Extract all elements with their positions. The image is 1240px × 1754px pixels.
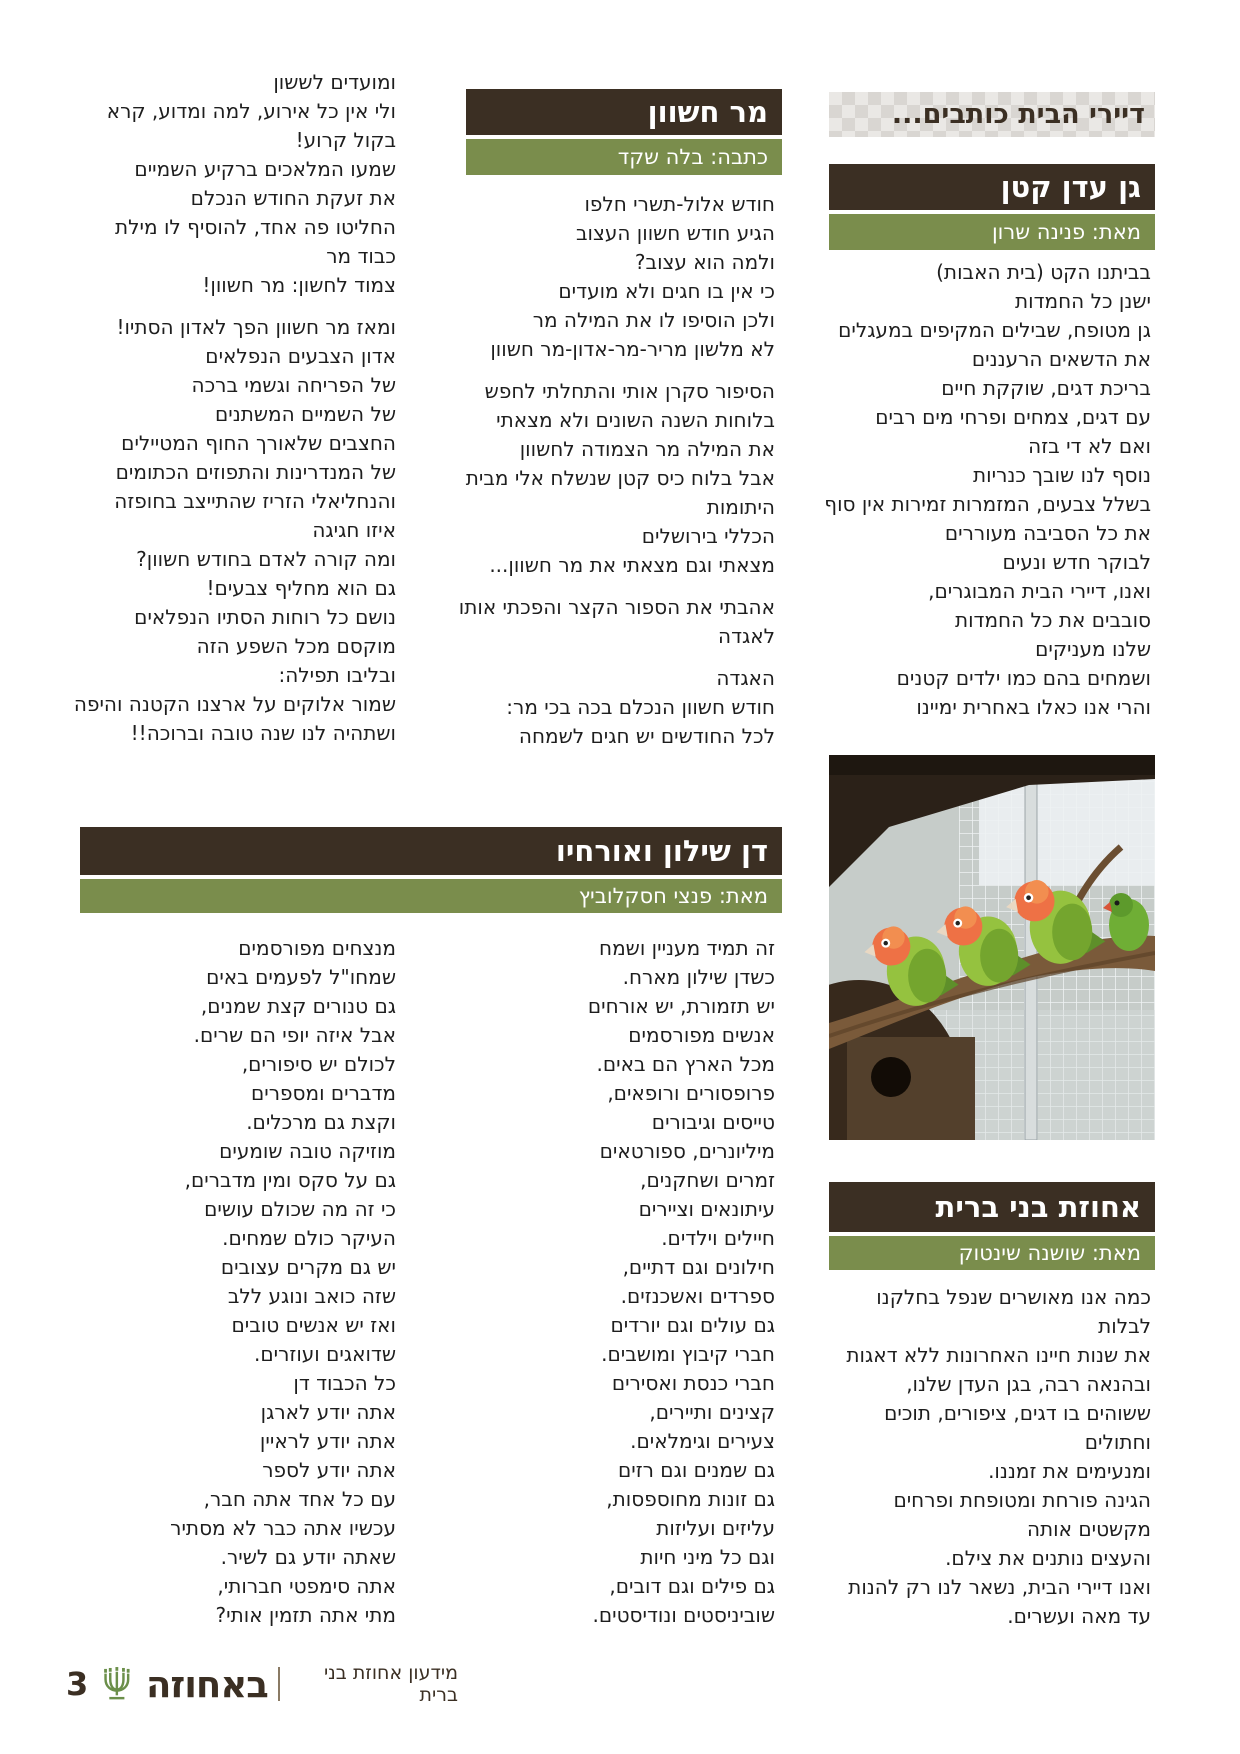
- text-line: עליזים ועליזות: [656, 1516, 775, 1540]
- text-line: מתי אתה תזמין אותי?: [215, 1603, 396, 1627]
- article-dan-byline: מאת: פנצי חסקלוביץ: [80, 879, 782, 913]
- text-line: ואז יש אנשים טובים: [231, 1313, 396, 1337]
- text-line: גן מטופח, שבילים המקיפים במעגלים: [838, 318, 1151, 342]
- text-line: סובבים את כל החמדות: [954, 608, 1151, 632]
- paragraph-gap: [66, 300, 396, 313]
- text-line: עיתונאים וציירים: [638, 1197, 775, 1221]
- text-line: איזו חגיגה: [312, 518, 396, 542]
- text-line: הסיפור סקרן אותי והתחלתי לחפש: [484, 379, 775, 403]
- text-line: של המנדרינות והתפוזים הכתומים: [115, 460, 396, 484]
- text-line: ולמה הוא עצוב?: [634, 250, 775, 274]
- text-line: זמרים ושחקנים,: [640, 1168, 775, 1192]
- text-line: ומה קורה לאדם בחודש חשוון?: [136, 547, 396, 571]
- text-line: גם שמנים וגם רזים: [617, 1458, 775, 1482]
- article-marcheshvan-header: [466, 89, 782, 135]
- text-line: קצינים ותיירים,: [649, 1400, 775, 1424]
- text-line: הגינה פורחת ומטופחת ופרחים: [893, 1488, 1151, 1512]
- text-line: והנחליאלי הזריז שהתייצב בחופזה: [114, 489, 396, 513]
- text-line: כי אין בו חגים ולא מועדים: [558, 279, 775, 303]
- text-line: זה תמיד מעניין ושמח: [599, 936, 775, 960]
- text-line: את זעקת החודש הנכלם: [190, 186, 396, 210]
- article-marcheshvan-column-left: [66, 68, 396, 748]
- text-line: נושם כל רוחות הסתיו הנפלאים: [134, 605, 396, 629]
- text-line: מנצחים מפורסמים: [238, 936, 396, 960]
- text-line: החצבים שלאורך החוף המטיילים: [121, 431, 396, 455]
- text-line: שדואגים ועוזרים.: [254, 1342, 396, 1366]
- text-line: יש גם מקרים עצובים: [220, 1255, 396, 1279]
- text-line: ומאז מר חשוון הפך לאדון הסתיו!: [116, 315, 396, 339]
- text-line: מוזיקה טובה שומעים: [219, 1139, 396, 1163]
- text-line: מדברים ומספרים: [251, 1081, 396, 1105]
- text-line: ולכן הוסיפו לו את המילה מר: [532, 308, 775, 332]
- lovebirds-photo: [829, 755, 1155, 1140]
- paragraph-gap: [470, 580, 775, 593]
- section-banner-label: דיירי הבית כותבים...: [891, 99, 1145, 130]
- text-line: לא מלשון מריר-מר-אדון-מר חשוון: [490, 337, 775, 361]
- text-line: ישנן כל החמדות: [1015, 289, 1151, 313]
- article-marcheshvan-byline: כתבה: בלה שקד: [466, 139, 782, 175]
- text-line: עד מאה ועשרים.: [1007, 1604, 1151, 1628]
- text-line: מקשטים אותה: [1026, 1517, 1151, 1541]
- newsletter-logo: באחוזה: [145, 1662, 268, 1706]
- text-line: הכללי בירושלים: [641, 524, 775, 548]
- article-dan-title: דן שילון ואורחיו: [555, 834, 768, 868]
- text-line: כשדן שילון מארח.: [622, 965, 775, 989]
- article-garden-text: [824, 258, 1151, 722]
- text-line: של השמיים המשתנים: [214, 402, 396, 426]
- article-bnai-brith-header: [829, 1182, 1155, 1232]
- text-line: אבל בלוח כיס קטן שנשלח אלי מבית: [465, 466, 775, 490]
- article-bnai-brith-text: [829, 1283, 1151, 1631]
- article-bnai-brith-byline: מאת: שושנה שינטוק: [829, 1236, 1155, 1270]
- text-line: חברי כנסת ואסירים: [611, 1371, 775, 1395]
- text-line: שמחו"ל לפעמים באים: [206, 965, 396, 989]
- text-line: חברי קיבוץ ומושבים.: [601, 1342, 775, 1366]
- text-line: שזה כואב ונוגע ללב: [227, 1284, 396, 1308]
- text-line: מצאתי וגם מצאתי את מר חשוון...: [489, 553, 775, 577]
- text-line: ומועדים לששון: [273, 70, 396, 94]
- text-line: כמה אנו מאושרים שנפל בחלקנו: [876, 1285, 1151, 1309]
- text-line: חודש אלול-תשרי חלפו: [584, 192, 775, 216]
- text-line: גם עולים וגם יורדים: [610, 1313, 775, 1337]
- text-line: ואנו דיירי הבית, נשאר לנו רק להנות: [848, 1575, 1151, 1599]
- text-line: אנשים מפורסמים: [628, 1023, 775, 1047]
- paragraph-gap: [470, 364, 775, 377]
- text-line: מיליונרים, ספורטאים: [599, 1139, 775, 1163]
- text-line: את המילה מר הצמודה לחשוון: [519, 437, 775, 461]
- text-line: אתה סימפטי חברותי,: [217, 1574, 396, 1598]
- text-line: אתה יודע לספר: [262, 1458, 396, 1482]
- text-line: צמוד לחשון: מר חשוון!: [202, 273, 396, 297]
- text-line: לבוקר חדש ונעים: [1002, 550, 1151, 574]
- text-line: ובהנאה רבה, בגן העדן שלנו,: [906, 1372, 1151, 1396]
- text-line: גם על סקס ומין מדברים,: [184, 1168, 396, 1192]
- text-line: גם טנורים קצת שמנים,: [200, 994, 396, 1018]
- text-line: היתומות: [706, 495, 775, 519]
- text-line: שאתה יודע גם לשיר.: [220, 1545, 396, 1569]
- newsletter-name: מידעון אחוזת בני ברית: [323, 1662, 458, 1706]
- text-line: הגיע חודש חשוון העצוב: [575, 221, 775, 245]
- text-line: העיקר כולם שמחים.: [222, 1226, 396, 1250]
- text-line: ושמחים בהם כמו ילדים קטנים: [896, 666, 1151, 690]
- text-line: בריכת דגים, שוקקת חיים: [941, 376, 1151, 400]
- text-line: פרופסורים ורופאים,: [607, 1081, 775, 1105]
- text-line: עם כל אחד אתה חבר,: [203, 1487, 396, 1511]
- text-line: מכל הארץ הם באים.: [596, 1052, 775, 1076]
- text-line: וחתולים: [1084, 1430, 1151, 1454]
- text-line: לבלות: [1098, 1314, 1151, 1338]
- text-line: עכשיו אתה כבר לא מסתיר: [170, 1516, 396, 1540]
- text-line: את שנות חיינו האחרונות ללא דאגות: [846, 1343, 1151, 1367]
- text-line: שמור אלוקים על ארצנו הקטנה והיפה: [73, 692, 396, 716]
- text-line: ספרדים ואשכנזים.: [620, 1284, 775, 1308]
- text-line: כי זה מה שכולם עושים: [204, 1197, 396, 1221]
- text-line: ומנעימים את זמננו.: [988, 1459, 1151, 1483]
- menorah-icon: [98, 1667, 136, 1701]
- article-garden-header: [829, 164, 1155, 210]
- text-line: וגם כל מיני חיות: [640, 1545, 775, 1569]
- text-line: אתה יודע לארגן: [260, 1400, 396, 1424]
- text-line: את הדשאים הרעננים: [971, 347, 1151, 371]
- text-line: עם דגים, צמחים ופרחי מים רבים: [875, 405, 1151, 429]
- text-line: ושתהיה לנו שנה טובה וברוכה!!: [130, 721, 396, 745]
- text-line: והרי אנו כאלו באחרית ימיינו: [916, 695, 1151, 719]
- text-line: חיילים וילדים.: [661, 1226, 775, 1250]
- lovebirds-photo-graphic: [829, 755, 1155, 1140]
- text-line: גם זונות מחוספסות,: [606, 1487, 775, 1511]
- text-line: שוביניסטים ונודיסטים.: [592, 1603, 775, 1627]
- article-marcheshvan-title: מר חשוון: [647, 95, 768, 129]
- text-line: וקצת גם מרכלים.: [246, 1110, 396, 1134]
- text-line: גם פילים וגם דובים,: [609, 1574, 775, 1598]
- text-line: חילונים וגם דתיים,: [622, 1255, 775, 1279]
- text-line: האגדה: [716, 666, 775, 690]
- page-number: 3: [66, 1665, 89, 1703]
- text-line: בביתנו הקט (בית האבות): [936, 260, 1151, 284]
- text-line: אדון הצבעים הנפלאים: [205, 344, 396, 368]
- text-line: כבוד מר: [326, 244, 396, 268]
- text-line: את כל הסביבה מעוררים: [944, 521, 1151, 545]
- text-line: של הפריחה וגשמי ברכה: [191, 373, 396, 397]
- text-line: ואם לא די בזה: [1028, 434, 1151, 458]
- article-garden-title: גן עדן קטן: [1000, 170, 1141, 204]
- text-line: ולי אין כל אירוע, למה ומדוע, קרא: [106, 99, 396, 123]
- article-dan-header: [80, 827, 782, 875]
- text-line: והעצים נותנים את צילם.: [945, 1546, 1151, 1570]
- footer-divider: [278, 1667, 280, 1701]
- text-line: אהבתי את הספור הקצר והפכתי אותו: [458, 595, 775, 619]
- text-line: חודש חשוון הנכלם בכה בכי מר:: [506, 695, 775, 719]
- text-line: בלוחות השנה השונים ולא מצאתי: [496, 408, 775, 432]
- text-line: יש תזמורת, יש אורחים: [587, 994, 775, 1018]
- paragraph-gap: [470, 651, 775, 664]
- text-line: שלנו מעניקים: [1035, 637, 1151, 661]
- article-marcheshvan-column-right: [458, 190, 775, 751]
- text-line: מוקסם מכל השפע הזה: [196, 634, 396, 658]
- text-line: נוסף לנו שובך כנריות: [973, 463, 1151, 487]
- text-line: לכולם יש סיפורים,: [241, 1052, 396, 1076]
- page-footer: [66, 1662, 458, 1706]
- article-dan-column-left: [66, 934, 396, 1630]
- text-line: שמעו המלאכים ברקיע השמיים: [134, 157, 396, 181]
- section-banner: [829, 92, 1155, 137]
- article-bnai-brith-title: אחוזת בני ברית: [935, 1190, 1141, 1224]
- text-line: צעירים וגימלאים.: [630, 1429, 775, 1453]
- text-line: בשלל צבעים, המזמרות זמירות אין סוף: [824, 492, 1151, 516]
- text-line: החליטו פה אחד, להוסיף לו מילת: [115, 215, 396, 239]
- text-line: לאגדה: [718, 624, 775, 648]
- text-line: ובליבו תפילה:: [278, 663, 396, 687]
- text-line: בקול קרוע!: [295, 128, 396, 152]
- article-dan-column-right: [470, 934, 775, 1630]
- text-line: אבל איזה יופי הם שרים.: [193, 1023, 396, 1047]
- text-line: לכל החודשים יש חגים לשמחה: [518, 724, 775, 748]
- text-line: ואנו, דיירי הבית המבוגרים,: [928, 579, 1151, 603]
- article-garden-byline: מאת: פנינה שרון: [829, 214, 1155, 250]
- text-line: ששוהים בו דגים, ציפורים, תוכים: [884, 1401, 1151, 1425]
- text-line: אתה יודע לראיין: [259, 1429, 396, 1453]
- text-line: כל הכבוד דן: [293, 1371, 396, 1395]
- text-line: טייסים וגיבורים: [651, 1110, 775, 1134]
- text-line: גם הוא מחליף צבעים!: [206, 576, 396, 600]
